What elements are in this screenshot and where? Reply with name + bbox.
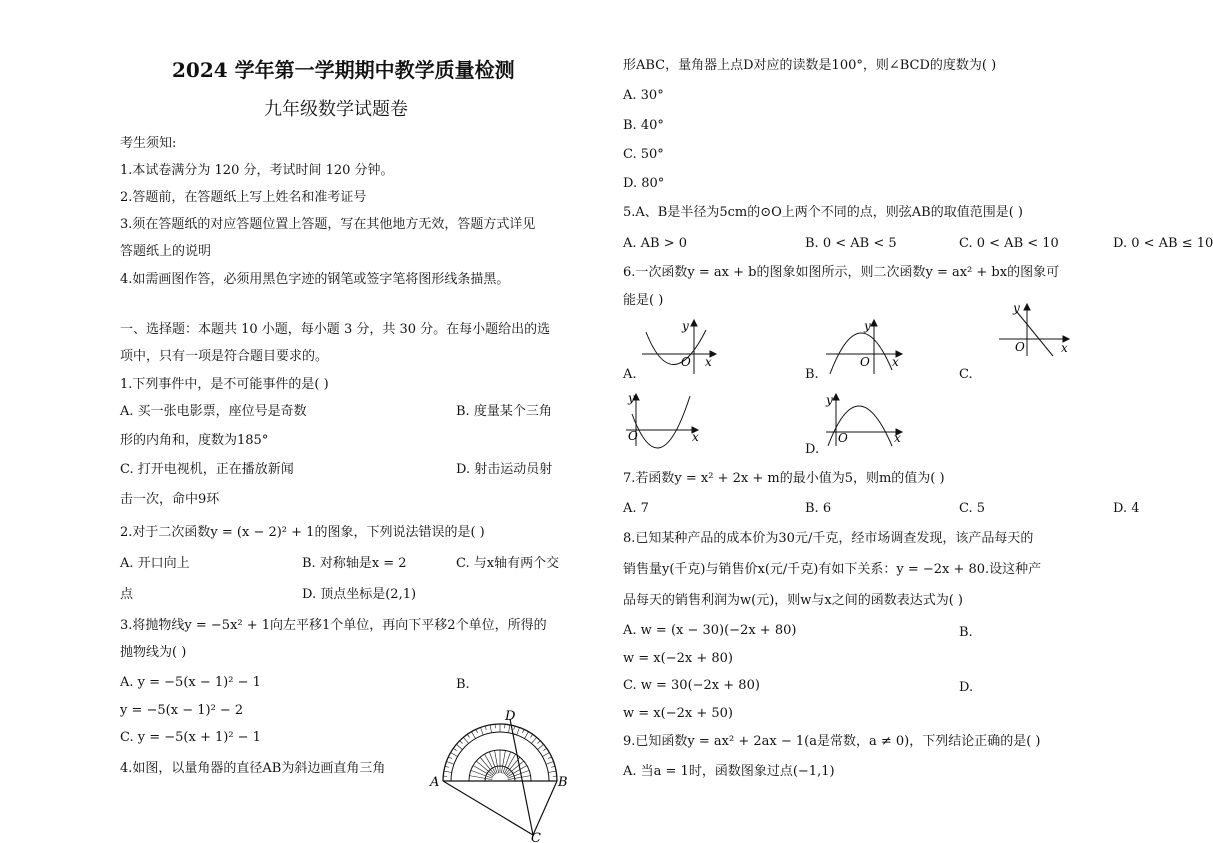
protractor-ray	[503, 752, 511, 774]
protractor-tick	[517, 727, 520, 735]
q1-option-b-cont: 形的内角和，度数为185°	[120, 433, 269, 448]
q4-stem-cont: 形ABC，量角器上点D对应的读数是100°，则∠BCD的度数为( )	[623, 58, 997, 73]
svg-text:x: x	[894, 431, 901, 445]
q2-option-d: D. 顶点坐标是(2,1)	[302, 587, 417, 602]
q2-stem: 2.对于二次函数y = (x − 2)² + 1的图象，下列说法错误的是( )	[120, 525, 485, 540]
protractor-tick	[485, 726, 486, 730]
protractor-tick	[467, 734, 469, 737]
point-label-d: D	[505, 709, 516, 724]
protractor-tick	[546, 762, 554, 765]
q6-graph-d	[822, 390, 906, 448]
protractor-tick	[481, 727, 484, 735]
page-subtitle: 九年级数学试题卷	[264, 99, 408, 120]
protractor-ray	[507, 766, 527, 778]
section-heading-cont: 项中，只有一项是符合题目要求的。	[120, 349, 329, 364]
q3-option-b-cont: y = −5(x − 1)² − 2	[120, 703, 244, 718]
q8-option-b-cont: w = x(−2x + 80)	[623, 651, 733, 666]
q6-option-d: D.	[805, 442, 820, 457]
protractor-tick	[463, 737, 468, 743]
q6-stem-cont: 能是( )	[623, 293, 664, 308]
point-label-a: A	[430, 775, 440, 790]
q8-stem: 8.已知某种产品的成本价为30元/千克，经市场调查发现，该产品每天的	[623, 531, 1034, 546]
q3-stem-cont: 抛物线为( )	[120, 645, 187, 660]
protractor-tick	[453, 748, 456, 750]
protractor-tick	[522, 729, 524, 733]
svg-text:y: y	[864, 319, 871, 333]
q8-option-d: D.	[959, 680, 974, 695]
q6-graph-b	[822, 318, 906, 378]
q6-stem: 6.一次函数y = ax + b的图象如图所示，则二次函数y = ax² + bx的图象可	[623, 265, 1060, 280]
protractor-ray	[473, 766, 493, 778]
protractor-tick	[444, 771, 452, 772]
q5-option-d: D. 0 < AB ≤ 10	[1113, 236, 1213, 251]
q6-graph-a	[638, 318, 718, 378]
q8-option-a: A. w = (x − 30)(−2x + 80)	[623, 623, 797, 638]
q7-stem: 7.若函数y = x² + 2x + m的最小值为5，则m的值为( )	[623, 471, 945, 486]
svg-text:y: y	[826, 393, 833, 407]
q5-stem: 5.A、B是半径为5cm的⊙O上两个不同的点，则弦AB的取值范围是( )	[623, 205, 1023, 220]
svg-text:x: x	[705, 355, 712, 369]
svg-text:x: x	[692, 430, 699, 444]
q9-stem: 9.已知函数y = ax² + 2ax − 1(a是常数，a ≠ 0)，下列结论正确的是( )	[623, 734, 1041, 749]
q8-option-c: C. w = 30(−2x + 80)	[623, 678, 760, 693]
protractor-tick	[451, 753, 458, 757]
q3-stem: 3.将抛物线y = −5x² + 1向左平移1个单位，再向下平移2个单位，所得的	[120, 618, 547, 633]
q4-stem: 4.如图，以量角器的直径AB为斜边画直角三角	[120, 761, 386, 776]
protractor-tick	[446, 762, 454, 765]
svg-text:y: y	[1013, 301, 1020, 315]
protractor-tick	[514, 726, 515, 730]
protractor-ray	[508, 770, 530, 778]
protractor-tick	[525, 732, 529, 739]
notice-item: 答题纸上的说明	[120, 244, 212, 259]
q4-option-a: A. 30°	[623, 88, 664, 103]
q2-option-a: A. 开口向上	[120, 556, 190, 571]
q7-option-d: D. 4	[1113, 501, 1140, 516]
protractor-tick	[551, 766, 555, 767]
q1-option-b: B. 度量某个三角	[456, 404, 552, 419]
point-label-b: B	[558, 775, 568, 790]
q4-option-d: D. 80°	[623, 176, 665, 191]
protractor-tick	[531, 737, 536, 743]
protractor-tick	[509, 725, 510, 733]
q7-option-b: B. 6	[805, 501, 832, 516]
q5-option-c: C. 0 < AB < 10	[959, 236, 1059, 251]
protractor-ray	[508, 776, 531, 780]
protractor-ray	[501, 750, 505, 773]
protractor-tick	[460, 741, 463, 744]
notice-heading: 考生须知:	[120, 136, 177, 151]
protractor-tick	[538, 744, 544, 749]
q2-option-c-cont: 点	[120, 587, 134, 602]
q8-stem-cont2: 品每天的销售利润为w(元)，则w与x之间的函数表达式为( )	[623, 593, 964, 608]
protractor-tick	[548, 757, 552, 759]
q7-option-c: C. 5	[959, 501, 986, 516]
q3-option-c: C. y = −5(x + 1)² − 1	[120, 730, 261, 745]
protractor-tick	[490, 725, 491, 733]
q1-stem: 1.下列事件中，是不可能事件的是( )	[120, 377, 329, 392]
protractor-tick	[548, 771, 556, 772]
q1-option-d-cont: 击一次，命中9环	[120, 492, 220, 507]
q8-option-d-cont: w = x(−2x + 50)	[623, 706, 733, 721]
notice-item: 3.须在答题纸的对应答题位置上答题，写在其他地方无效，答题方式详见	[120, 217, 536, 232]
protractor-tick	[448, 757, 452, 759]
q5-option-b: B. 0 < AB < 5	[805, 236, 897, 251]
svg-text:x: x	[892, 355, 899, 369]
q2-option-b: B. 对称轴是x = 2	[302, 556, 407, 571]
protractor-figure	[425, 705, 575, 843]
q3-option-a: A. y = −5(x − 1)² − 1	[120, 675, 261, 690]
protractor-tick	[543, 748, 546, 750]
q5-option-a: A. AB > 0	[623, 236, 688, 251]
q2-option-c: C. 与x轴有两个交	[456, 556, 560, 571]
protractor-ray	[485, 754, 497, 774]
q8-option-b: B.	[959, 625, 973, 640]
q6-graph-c	[624, 390, 704, 448]
point-label-c: C	[531, 831, 541, 843]
protractor-ray	[469, 776, 492, 780]
svg-text:x: x	[1061, 341, 1068, 355]
q3-option-b: B.	[456, 677, 470, 692]
svg-text:y: y	[682, 319, 689, 333]
notice-item: 1.本试卷满分为 120 分，考试时间 120 分钟。	[120, 163, 394, 178]
q1-option-d: D. 射击运动员射	[456, 462, 553, 477]
svg-text:O: O	[681, 355, 691, 369]
q8-stem-cont: 销售量y(千克)与销售价x(元/千克)有如下关系：y = −2x + 80.设这种产	[623, 562, 1042, 577]
svg-text:O: O	[838, 431, 848, 445]
section-heading: 一、选择题：本题共 10 小题，每小题 3 分，共 30 分。在每小题给出的选	[120, 322, 551, 337]
q9-option-a: A. 当a = 1时，函数图象过点(−1,1)	[623, 764, 835, 779]
q4-option-b: B. 40°	[623, 118, 664, 133]
protractor-tick	[445, 766, 449, 767]
q6-option-b: B.	[805, 367, 819, 382]
q1-option-c: C. 打开电视机，正在播放新闻	[120, 462, 294, 477]
protractor-tick	[542, 753, 549, 757]
protractor-ray	[495, 750, 499, 773]
protractor-tick	[472, 732, 476, 739]
protractor-tick	[530, 734, 532, 737]
protractor-ray	[504, 754, 516, 774]
protractor-tick	[476, 729, 478, 733]
q1-option-a: A. 买一张电影票，座位号是奇数	[120, 404, 307, 419]
notice-item: 2.答题前，在答题纸上写上姓名和准考证号	[120, 190, 367, 205]
q6-linear-graph	[995, 298, 1077, 360]
notice-item: 4.如需画图作答，必须用黑色字迹的钢笔或签字笔将图形线条描黑。	[120, 272, 510, 287]
q6-option-c: C.	[959, 367, 973, 382]
protractor-ray	[489, 752, 497, 774]
svg-text:y: y	[628, 391, 635, 405]
svg-text:O: O	[1015, 340, 1025, 354]
svg-text:O: O	[628, 429, 638, 443]
protractor-ray	[471, 770, 493, 778]
svg-text:O: O	[860, 355, 870, 369]
protractor-tick	[537, 741, 540, 744]
protractor-tick	[456, 744, 462, 749]
q4-option-c: C. 50°	[623, 147, 664, 162]
page-title: 2024 学年第一学期期中教学质量检测	[172, 58, 515, 82]
q7-option-a: A. 7	[623, 501, 649, 516]
triangle-abc	[443, 781, 557, 835]
q6-option-a: A.	[623, 367, 637, 382]
